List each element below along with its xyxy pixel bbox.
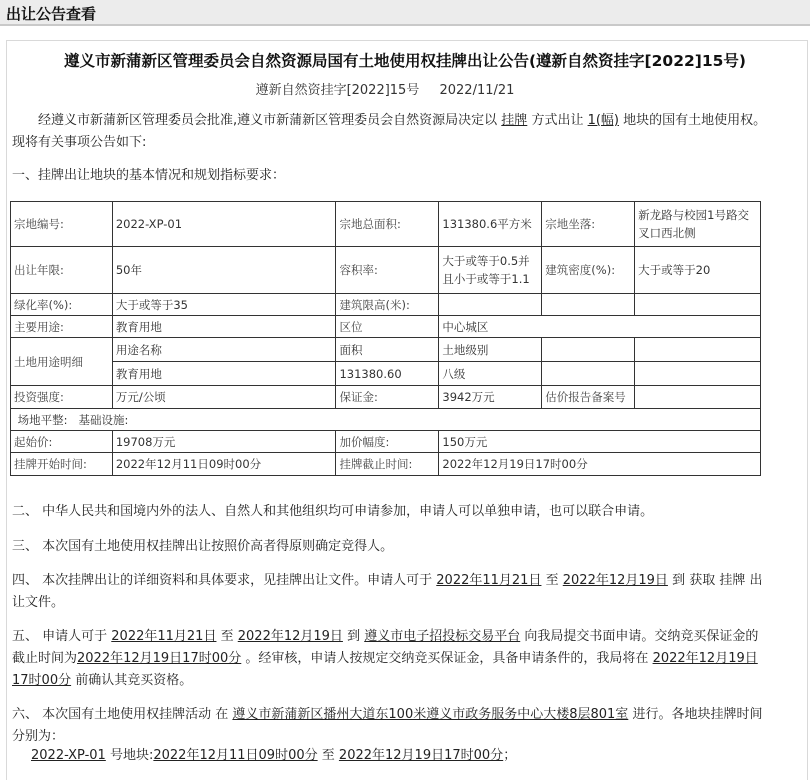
s5-from-date: 2022年11月21日	[111, 629, 217, 644]
schedule-from: 2022年12月11日09时00分	[153, 748, 318, 763]
parcel-info-table	[10, 201, 761, 476]
far-value: 大于或等于0.5并且小于或等于1.1	[439, 247, 542, 294]
zone-value: 中心城区	[439, 316, 761, 338]
location-value: 新龙路与校园1号路交叉口西北侧	[635, 202, 761, 247]
section-6	[12, 704, 767, 748]
notice-title: 遵义市新蒲新区管理委员会自然资源局国有土地使用权挂牌出让公告(遵新自然资挂字[2022]15号)	[63, 52, 747, 70]
detail-area: 131380.60	[336, 362, 439, 386]
deposit-value: 3942万元	[439, 386, 542, 409]
empty-cell	[635, 338, 761, 362]
intro-paragraph	[12, 110, 767, 154]
total-area-label: 宗地总面积:	[336, 202, 439, 247]
location-label: 宗地坐落:	[542, 202, 635, 247]
s5-text-a: 五、 申请人可于	[12, 629, 108, 644]
auction-place: 遵义市新蒲新区播州大道东100米遵义市政务服务中心大楼8层801室	[232, 707, 629, 722]
section-5	[12, 626, 767, 692]
s5-text-d: 前确认其竞买资格。	[75, 673, 193, 688]
s5-text-b: 向我局提交书面申请。交纳竞买保证金的截止时间为	[12, 629, 759, 666]
site-label: 场地平整:	[17, 412, 68, 427]
empty-cell	[635, 294, 761, 316]
intro-text-2: 方式出让	[531, 113, 584, 128]
section-4	[12, 570, 767, 614]
s5-text-c: 。经审核，申请人按规定交纳竞买保证金，具备申请条件的，我局将在	[245, 651, 649, 666]
empty-cell	[635, 362, 761, 386]
deposit-label: 保证金:	[336, 386, 439, 409]
parcel-no-value: 2022-XP-01	[112, 202, 336, 247]
s4-from-date: 2022年11月21日	[436, 573, 542, 588]
doc-number: 遵新自然资挂字[2022]15号	[255, 83, 420, 98]
parcel-no-label: 宗地编号:	[11, 202, 113, 247]
start-time-label: 挂牌开始时间:	[11, 453, 113, 476]
s4-text-a: 四、 本次挂牌出让的详细资料和具体要求，见挂牌出让文件。申请人可于	[12, 573, 433, 588]
infra-label: 基础设施:	[78, 412, 129, 427]
far-label: 容积率:	[336, 247, 439, 294]
detail-head-level: 土地级别	[439, 338, 542, 362]
method-link: 挂牌	[501, 113, 528, 128]
use-value: 教育用地	[112, 316, 336, 338]
detail-label: 土地用途明细	[11, 338, 113, 386]
empty-cell	[542, 294, 635, 316]
green-value: 大于或等于35	[112, 294, 336, 316]
use-label: 主要用途:	[11, 316, 113, 338]
schedule-to: 2022年12月19日17时00分	[338, 748, 504, 763]
confirm-time: 2022年12月19日17时00分	[12, 651, 758, 688]
s4-text-b: 到 获取	[672, 573, 716, 588]
detail-level: 八级	[439, 362, 542, 386]
density-label: 建筑密度(%):	[542, 247, 635, 294]
page-title: 出让公告查看	[6, 5, 97, 23]
height-label: 建筑限高(米):	[336, 294, 439, 316]
s6-text-b: 进行。各地块挂牌时间分别为：	[12, 707, 763, 744]
empty-cell	[542, 362, 635, 386]
page-header-bar	[0, 0, 810, 26]
s4-method: 挂牌	[719, 573, 746, 588]
term-value: 50年	[112, 247, 336, 294]
notice-date: 2022/11/21	[439, 83, 515, 98]
total-area-value: 131380.6平方米	[439, 202, 542, 247]
end-time-value: 2022年12月19日17时00分	[439, 453, 761, 476]
s5-at-word: 到	[347, 629, 361, 644]
zone-label: 区位	[336, 316, 439, 338]
section-2: 二、 中华人民共和国境内外的法人、自然人和其他组织均可申请参加，申请人可以单独申请，也可以联合申请。	[12, 504, 654, 519]
s5-to-word: 至	[220, 629, 234, 644]
section-3: 三、 本次国有土地使用权挂牌出让按照价高者得原则确定竞得人。	[12, 539, 394, 554]
appraisal-label: 估价报告备案号	[542, 386, 635, 409]
detail-head-name: 用途名称	[112, 338, 336, 362]
detail-name: 教育用地	[112, 362, 336, 386]
s6-to-word: 至	[321, 748, 335, 763]
s4-to-date: 2022年12月19日	[562, 573, 668, 588]
invest-value: 万元/公顷	[112, 386, 336, 409]
s4-text-c: 出让文件。	[12, 573, 763, 610]
notice-subtitle	[0, 79, 770, 98]
detail-head-area: 面积	[336, 338, 439, 362]
green-label: 绿化率(%):	[11, 294, 113, 316]
start-price-value: 19708万元	[112, 431, 336, 453]
s6-text-c: 号地块:	[109, 748, 154, 763]
term-label: 出让年限:	[11, 247, 113, 294]
s4-to-word: 至	[545, 573, 559, 588]
end-time-label: 挂牌截止时间:	[336, 453, 439, 476]
s6-text-a: 六、 本次国有土地使用权挂牌活动 在	[12, 707, 229, 722]
start-time-value: 2022年12月11日09时00分	[112, 453, 336, 476]
schedule-parcel-no: 2022-XP-01	[31, 748, 106, 763]
start-price-label: 起始价:	[11, 431, 113, 453]
density-value: 大于或等于20	[635, 247, 761, 294]
increment-value: 150万元	[439, 431, 761, 453]
appraisal-value	[635, 386, 761, 409]
s6-end: ；	[503, 748, 517, 763]
platform-link[interactable]: 遵义市电子招投标交易平台	[364, 629, 521, 644]
intro-text-3: 地块的国有土地使用权。现将有关事项公告如下:	[12, 113, 767, 150]
height-value	[439, 294, 542, 316]
parcel-count: 1(幅)	[587, 113, 620, 128]
increment-label: 加价幅度:	[336, 431, 439, 453]
empty-cell	[542, 338, 635, 362]
site-infra-row	[11, 409, 761, 431]
parcel-schedule	[31, 745, 786, 767]
invest-label: 投资强度:	[11, 386, 113, 409]
intro-text-1: 经遵义市新蒲新区管理委员会批准,遵义市新蒲新区管理委员会自然资源局决定以	[38, 113, 498, 128]
deposit-deadline: 2022年12月19日17时00分	[77, 651, 242, 666]
section-1-heading: 一、挂牌出让地块的基本情况和规划指标要求：	[12, 168, 286, 183]
s5-to-date: 2022年12月19日	[237, 629, 343, 644]
